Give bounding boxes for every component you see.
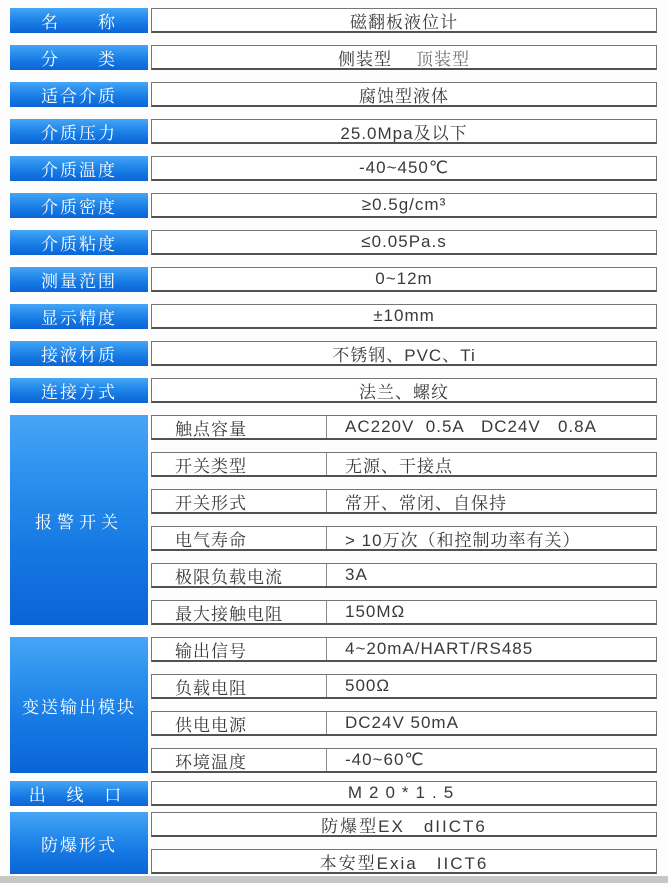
sub-row-value: DC24V 50mA bbox=[345, 713, 459, 732]
sub-row-value: AC220V 0.5A DC24V 0.8A bbox=[345, 417, 597, 436]
spec-table bbox=[10, 8, 657, 874]
sub-row-label: 触点容量 bbox=[175, 419, 247, 439]
row-label: 介质压力 bbox=[10, 119, 148, 144]
spec-row-medium-pressure bbox=[10, 119, 657, 144]
section-label: 变送输出模块 bbox=[10, 637, 148, 773]
sub-row-label: 最大接触电阻 bbox=[175, 604, 283, 624]
row-label: 介质温度 bbox=[10, 156, 148, 181]
row-label: 适合介质 bbox=[10, 82, 148, 107]
sub-row-limit-load-current bbox=[151, 563, 657, 588]
row-value: ±10mm bbox=[151, 304, 657, 329]
row-value bbox=[151, 45, 657, 70]
sub-row-label: 开关形式 bbox=[175, 493, 247, 513]
sub-row-max-contact-resistance bbox=[151, 600, 657, 625]
sub-row-label: 输出信号 bbox=[175, 641, 247, 661]
row-label: 介质密度 bbox=[10, 193, 148, 218]
row-value: 法兰、螺纹 bbox=[151, 378, 657, 403]
transmitter-module-section bbox=[10, 637, 657, 773]
sub-row-label: 极限负载电流 bbox=[175, 567, 283, 587]
row-label: 出 线 口 bbox=[10, 781, 148, 806]
sub-row-load-resistance bbox=[151, 674, 657, 699]
row-label: 分 类 bbox=[10, 45, 148, 70]
row-label: 测量范围 bbox=[10, 267, 148, 292]
sub-row-label: 供电电源 bbox=[175, 715, 247, 735]
row-value: 磁翻板液位计 bbox=[151, 8, 657, 33]
sub-row-output-signal bbox=[151, 637, 657, 662]
sub-row-contact-capacity bbox=[151, 415, 657, 440]
spec-row-display-accuracy bbox=[10, 304, 657, 329]
spec-row-connection-type bbox=[10, 378, 657, 403]
sub-row-label: 开关类型 bbox=[175, 456, 247, 476]
transmitter-module-rows bbox=[151, 637, 657, 773]
sub-row-value: 常开、常闭、自保持 bbox=[345, 493, 507, 513]
sub-row-label: 电气寿命 bbox=[175, 530, 247, 550]
sub-row-value: 4~20mA/HART/RS485 bbox=[345, 639, 534, 658]
sub-row-switch-type bbox=[151, 452, 657, 477]
row-value: 腐蚀型液体 bbox=[151, 82, 657, 107]
alarm-switch-section bbox=[10, 415, 657, 625]
spec-row-suitable-medium bbox=[10, 82, 657, 107]
spec-row-wire-outlet bbox=[10, 781, 657, 806]
spec-row-wetted-material bbox=[10, 341, 657, 366]
spec-row-medium-viscosity bbox=[10, 230, 657, 255]
sub-row-value: 无源、干接点 bbox=[345, 456, 453, 476]
row-label: 接液材质 bbox=[10, 341, 148, 366]
sub-row-flameproof: 防爆型EX dIICT6 bbox=[151, 812, 657, 837]
row-label: 连接方式 bbox=[10, 378, 148, 403]
row-value: -40~450℃ bbox=[151, 156, 657, 181]
row-value: 0~12m bbox=[151, 267, 657, 292]
row-value: ≤0.05Pa.s bbox=[151, 230, 657, 255]
category-top-mounted: 顶装型 bbox=[416, 49, 470, 69]
spec-row-category bbox=[10, 45, 657, 70]
row-label: 名 称 bbox=[10, 8, 148, 33]
alarm-switch-rows bbox=[151, 415, 657, 625]
sub-row-value: 150MΩ bbox=[345, 602, 406, 621]
sub-row-ambient-temperature bbox=[151, 748, 657, 773]
sub-row-electrical-life bbox=[151, 526, 657, 551]
bottom-edge-strip bbox=[0, 876, 668, 883]
spec-row-medium-temperature bbox=[10, 156, 657, 181]
explosion-proof-section bbox=[10, 812, 657, 874]
row-value: 不锈钢、PVC、Ti bbox=[151, 341, 657, 366]
sub-row-value: -40~60℃ bbox=[345, 750, 425, 769]
section-label: 报警开关 bbox=[10, 415, 148, 625]
spec-row-measuring-range bbox=[10, 267, 657, 292]
row-label: 显示精度 bbox=[10, 304, 148, 329]
sub-row-power-supply bbox=[151, 711, 657, 736]
row-value: 25.0Mpa及以下 bbox=[151, 119, 657, 144]
spec-row-name bbox=[10, 8, 657, 33]
sub-row-value: 3A bbox=[345, 565, 368, 584]
sub-row-label: 负载电阻 bbox=[175, 678, 247, 698]
sub-row-label: 环境温度 bbox=[175, 752, 247, 772]
sub-row-switch-form bbox=[151, 489, 657, 514]
sub-row-intrinsically-safe: 本安型Exia IICT6 bbox=[151, 849, 657, 874]
row-label: 介质粘度 bbox=[10, 230, 148, 255]
explosion-proof-rows bbox=[151, 812, 657, 874]
row-value: ≥0.5g/cm³ bbox=[151, 193, 657, 218]
spec-row-medium-density bbox=[10, 193, 657, 218]
category-side-mounted: 侧装型 bbox=[338, 49, 392, 69]
section-label: 防爆形式 bbox=[10, 812, 148, 874]
sub-row-value: > 10万次（和控制功率有关） bbox=[345, 530, 581, 550]
sub-row-value: 500Ω bbox=[345, 676, 391, 695]
row-value: M20*1.5 bbox=[151, 781, 657, 806]
